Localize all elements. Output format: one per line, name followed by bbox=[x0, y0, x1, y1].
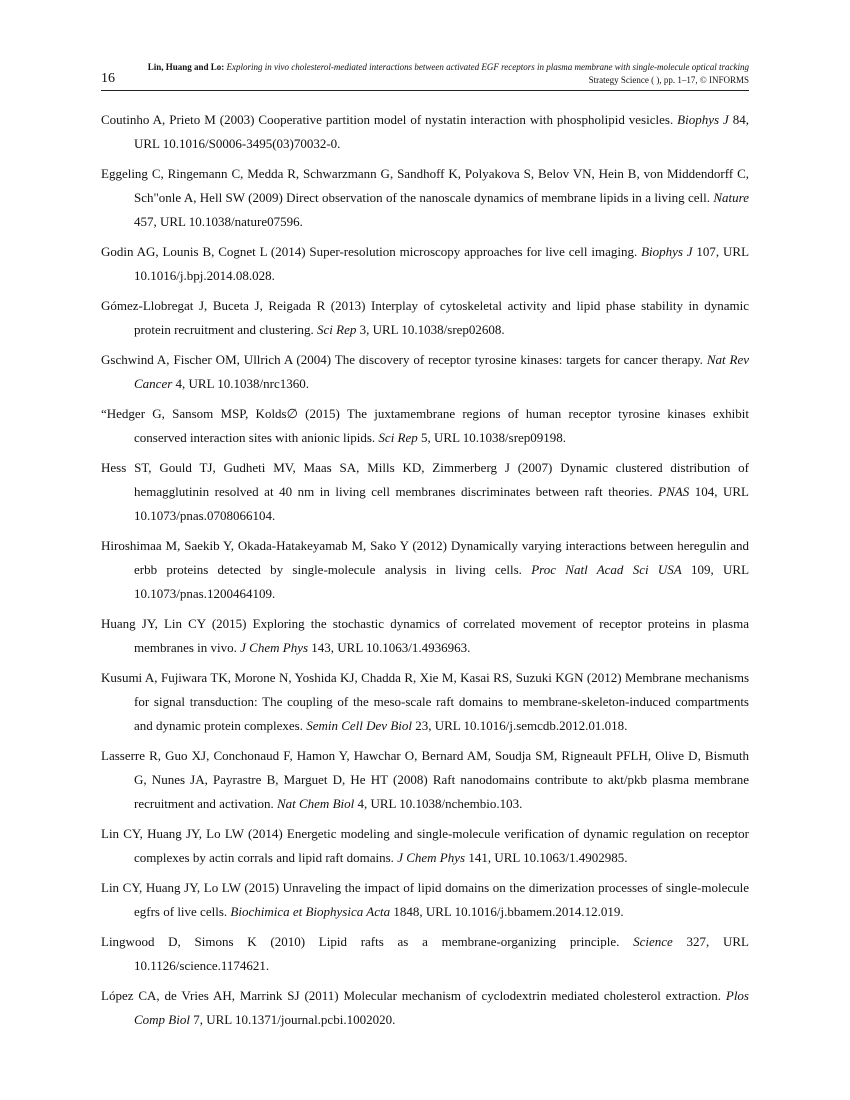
reference-journal: Nat Chem Biol bbox=[276, 796, 355, 811]
header-article-title: Exploring in vivo cholesterol-mediated interactions between activated EGF receptors in plasma membrane with single-molecule optical tracking bbox=[226, 62, 749, 72]
reference-item bbox=[101, 984, 749, 1032]
reference-text: Kusumi A, Fujiwara TK, Morone N, Yoshida KJ, Chadda R, Xie M, Kasai RS, Suzuki KGN (2012) Membrane mechanisms for signal transduction: The coupling of the meso-scale raft domains to membrane-skeleton-induced compartments and dynamic protein complexes. bbox=[101, 670, 749, 733]
reference-journal: J Chem Phys bbox=[240, 640, 309, 655]
reference-text: Godin AG, Lounis B, Cognet L (2014) Super-resolution microscopy approaches for live cell imaging. bbox=[101, 244, 642, 259]
reference-journal: Semin Cell Dev Biol bbox=[306, 718, 412, 733]
reference-journal: Nat Rev Cancer bbox=[134, 352, 749, 391]
reference-details: 109, URL 10.1073/pnas.1200464109. bbox=[134, 562, 750, 601]
reference-text: Gómez-Llobregat J, Buceta J, Reigada R (2013) Interplay of cytoskeletal activity and lipid phase stability in dynamic protein recruitment and clustering. bbox=[101, 298, 749, 337]
reference-item bbox=[101, 240, 749, 288]
reference-details: 7, URL 10.1371/journal.pcbi.1002020. bbox=[189, 1012, 396, 1027]
reference-details: 1848, URL 10.1016/j.bbamem.2014.12.019. bbox=[390, 904, 624, 919]
running-header bbox=[101, 62, 749, 90]
reference-details: 143, URL 10.1063/1.4936963. bbox=[308, 640, 471, 655]
reference-details: 107, URL 10.1016/j.bpj.2014.08.028. bbox=[134, 244, 750, 283]
reference-text: “Hedger G, Sansom MSP, Kolds∅ (2015) The juxtamembrane regions of human receptor tyrosine kinases exhibit conserved interaction sites with anionic lipids. bbox=[101, 406, 749, 445]
reference-details: 4, URL 10.1038/nrc1360. bbox=[172, 376, 310, 391]
running-title bbox=[148, 62, 749, 73]
reference-journal: Biophys J bbox=[677, 112, 729, 127]
reference-journal: Plos Comp Biol bbox=[134, 988, 749, 1027]
reference-list bbox=[101, 108, 749, 1038]
reference-item bbox=[101, 348, 749, 396]
reference-journal: Science bbox=[633, 934, 673, 949]
reference-journal: Biophys J bbox=[641, 244, 693, 259]
reference-item bbox=[101, 876, 749, 924]
reference-text: Lin CY, Huang JY, Lo LW (2014) Energetic modeling and single-molecule verification of dynamic regulation on receptor complexes by actin corrals and lipid raft domains. bbox=[101, 826, 749, 865]
reference-item bbox=[101, 294, 749, 342]
reference-details: 84, URL 10.1016/S0006-3495(03)70032-0. bbox=[134, 112, 749, 151]
reference-text: Hess ST, Gould TJ, Gudheti MV, Maas SA, Mills KD, Zimmerberg J (2007) Dynamic clustered distribution of hemagglutinin resolved at 40 nm in living cell membranes discriminates between raft theories. bbox=[101, 460, 749, 499]
reference-text: Hiroshimaa M, Saekib Y, Okada-Hatakeyamab M, Sako Y (2012) Dynamically varying interactions between heregulin and erbb proteins detected by single-molecule analysis in living cells. bbox=[101, 538, 749, 577]
reference-text: López CA, de Vries AH, Marrink SJ (2011) Molecular mechanism of cyclodextrin mediated cholesterol extraction. bbox=[101, 988, 726, 1003]
reference-details: 327, URL 10.1126/science.1174621. bbox=[134, 934, 749, 973]
reference-details: 4, URL 10.1038/nchembio.103. bbox=[354, 796, 523, 811]
reference-details: 141, URL 10.1063/1.4902985. bbox=[465, 850, 628, 865]
reference-details: 457, URL 10.1038/nature07596. bbox=[134, 214, 303, 229]
reference-item bbox=[101, 162, 749, 234]
reference-item bbox=[101, 744, 749, 816]
reference-text: Lin CY, Huang JY, Lo LW (2015) Unraveling the impact of lipid domains on the dimerization processes of single-molecule egfrs of live cells. bbox=[101, 880, 749, 919]
reference-details: 23, URL 10.1016/j.semcdb.2012.01.018. bbox=[411, 718, 628, 733]
reference-journal: J Chem Phys bbox=[397, 850, 466, 865]
reference-details: 5, URL 10.1038/srep09198. bbox=[417, 430, 567, 445]
reference-text: Lasserre R, Guo XJ, Conchonaud F, Hamon Y, Hawchar O, Bernard AM, Soudja SM, Rigneault PFLH, Olive D, Bismuth G, Nunes JA, Payrastre B, Marguet D, He HT (2008) Raft nanodomains contribute to akt/pkb plasma membrane recruitment and activation. bbox=[101, 748, 749, 811]
reference-item bbox=[101, 612, 749, 660]
reference-journal: Nature bbox=[713, 190, 749, 205]
reference-details: 104, URL 10.1073/pnas.0708066104. bbox=[134, 484, 749, 523]
reference-journal: Sci Rep bbox=[378, 430, 418, 445]
reference-text: Gschwind A, Fischer OM, Ullrich A (2004) The discovery of receptor tyrosine kinases: targets for cancer therapy. bbox=[101, 352, 707, 367]
header-rule bbox=[101, 90, 749, 91]
reference-item bbox=[101, 108, 749, 156]
reference-journal: Biochimica et Biophysica Acta bbox=[230, 904, 391, 919]
reference-item bbox=[101, 402, 749, 450]
header-journal-line: Strategy Science ( ), pp. 1–17, © INFORMS bbox=[588, 75, 749, 85]
reference-details: 3, URL 10.1038/srep02608. bbox=[356, 322, 505, 337]
header-authors: Lin, Huang and Lo: bbox=[147, 62, 225, 72]
page-number: 16 bbox=[101, 71, 115, 86]
reference-text: Coutinho A, Prieto M (2003) Cooperative partition model of nystatin interaction with phospholipid vesicles. bbox=[101, 112, 678, 127]
reference-item bbox=[101, 456, 749, 528]
reference-item bbox=[101, 930, 749, 978]
reference-item bbox=[101, 534, 749, 606]
reference-text: Huang JY, Lin CY (2015) Exploring the stochastic dynamics of correlated movement of receptor proteins in plasma membranes in vivo. bbox=[101, 616, 749, 655]
reference-journal: PNAS bbox=[658, 484, 690, 499]
reference-text: Lingwood D, Simons K (2010) Lipid rafts as a membrane-organizing principle. bbox=[101, 934, 634, 949]
reference-item bbox=[101, 822, 749, 870]
reference-item bbox=[101, 666, 749, 738]
reference-journal: Proc Natl Acad Sci USA bbox=[531, 562, 682, 577]
reference-journal: Sci Rep bbox=[317, 322, 357, 337]
reference-text: Eggeling C, Ringemann C, Medda R, Schwarzmann G, Sandhoff K, Polyakova S, Belov VN, Hein B, von Middendorff C, Sch"onle A, Hell SW (2009) Direct observation of the nanoscale dynamics of membrane lipids in a living cell. bbox=[101, 166, 749, 205]
